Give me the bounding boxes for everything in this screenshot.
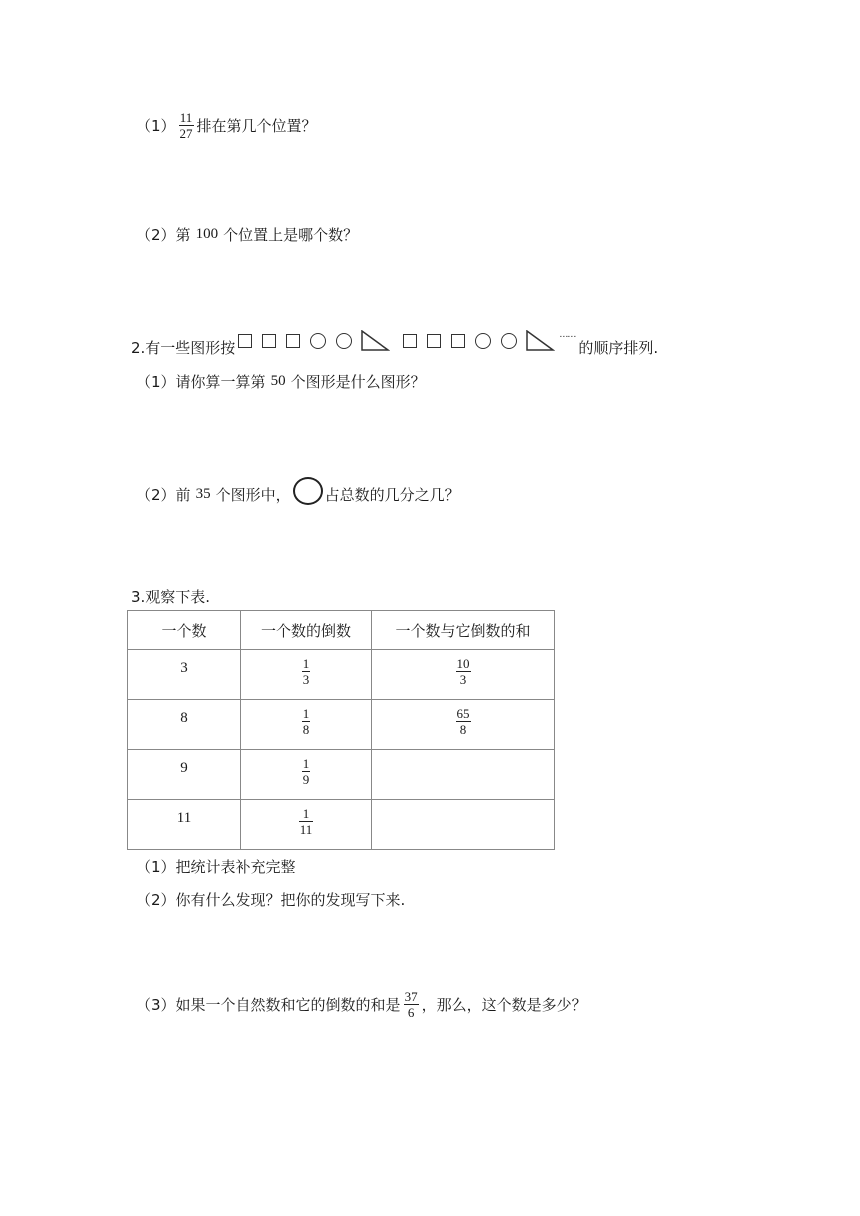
table-cell-reciprocal	[241, 750, 372, 800]
reciprocal-fraction	[302, 656, 311, 687]
fraction-numerator: 1	[302, 756, 310, 771]
circle-icon	[336, 333, 352, 349]
square-icon	[451, 334, 465, 348]
q2-stem-suffix: 的顺序排列.	[578, 338, 659, 357]
q3-part1	[136, 856, 296, 877]
q1-part2	[136, 224, 358, 245]
q2-part1-number: 50	[270, 373, 286, 389]
q3-part3-text2: ，那么，这个数是多少？	[421, 996, 587, 1014]
fraction-numerator: 11	[179, 110, 193, 125]
table-cell-number	[128, 750, 241, 800]
fraction-numerator: 37	[404, 989, 418, 1004]
square-icon	[238, 334, 252, 348]
table-cell-number	[128, 650, 241, 700]
ellipsis: ……	[559, 330, 576, 340]
q3-part2	[136, 889, 405, 910]
fraction-denominator: 6	[407, 1005, 415, 1020]
square-icon	[286, 334, 300, 348]
circle-icon	[310, 333, 326, 349]
square-icon	[427, 334, 441, 348]
shape-sequence	[236, 330, 577, 352]
table-cell-reciprocal	[241, 800, 372, 850]
fraction-37-6	[404, 989, 419, 1020]
number-value: 9	[180, 760, 188, 776]
table-header-cell: 一个数的倒数	[241, 611, 372, 650]
fraction-numerator: 1	[302, 806, 310, 821]
q2-part1-prefix: （1）	[136, 373, 176, 391]
table-row	[128, 650, 555, 700]
fraction-numerator: 1	[302, 706, 310, 721]
fraction-denominator: 8	[302, 722, 310, 737]
q3-part3-prefix: （3）	[136, 996, 176, 1014]
fraction-denominator: 27	[179, 126, 193, 141]
q1-part1-prefix: （1）	[136, 117, 176, 135]
fraction-numerator: 10	[456, 656, 470, 671]
fraction-numerator: 1	[302, 656, 310, 671]
table-cell-number	[128, 700, 241, 750]
number-value: 3	[180, 660, 188, 676]
q2-part1-text2: 个图形是什么图形？	[290, 373, 426, 391]
q2-part2-text1: 前	[175, 485, 191, 504]
table-cell-sum	[372, 700, 555, 750]
q3-part3-text1: 如果一个自然数和它的倒数的和是	[175, 996, 401, 1014]
q2-part2-number: 35	[195, 485, 211, 502]
table-header-cell: 一个数与它倒数的和	[372, 611, 555, 650]
number-value: 11	[176, 810, 192, 826]
q2-stem	[131, 330, 659, 357]
table-row	[128, 700, 555, 750]
sum-fraction	[456, 656, 471, 687]
table-header-row	[128, 611, 555, 650]
table-row	[128, 750, 555, 800]
fraction-denominator: 3	[459, 672, 467, 687]
q3-stem	[131, 586, 210, 607]
fraction-denominator: 9	[302, 772, 310, 787]
right-triangle-icon	[525, 330, 555, 352]
sum-fraction	[456, 706, 471, 737]
q3-part1-text: （1）把统计表补充完整	[136, 858, 296, 876]
fraction-11-27	[179, 110, 194, 141]
q1-part2-prefix: （2）	[136, 226, 176, 244]
table-cell-reciprocal	[241, 650, 372, 700]
table-cell-reciprocal	[241, 700, 372, 750]
q2-stem-prefix: 2.有一些图形按	[131, 338, 236, 357]
reciprocal-table	[127, 610, 555, 850]
circle-icon	[501, 333, 517, 349]
q1-part2-text2: 个位置上是哪个数？	[223, 226, 359, 244]
square-icon	[262, 334, 276, 348]
q1-part1-text: 排在第几个位置？	[196, 117, 317, 135]
square-icon	[403, 334, 417, 348]
circle-icon	[293, 477, 323, 505]
q2-part2-prefix: （2）	[136, 485, 176, 504]
circle-icon	[475, 333, 491, 349]
q2-part1	[136, 371, 426, 392]
q2-part2-text3: 占总数的几分之几？	[324, 485, 460, 504]
table-cell-sum	[372, 650, 555, 700]
q1-part2-number: 100	[195, 226, 219, 242]
reciprocal-fraction	[302, 756, 311, 787]
reciprocal-fraction	[302, 706, 311, 737]
number-value: 8	[180, 710, 188, 726]
fraction-numerator: 65	[456, 706, 470, 721]
right-triangle-icon	[360, 330, 390, 352]
q1-part1	[136, 110, 317, 141]
q3-part2-text: （2）你有什么发现？把你的发现写下来.	[136, 891, 406, 909]
table-row	[128, 800, 555, 850]
table-header-cell: 一个数	[128, 611, 241, 650]
table-cell-sum-blank[interactable]	[372, 750, 555, 800]
fraction-denominator: 3	[302, 672, 310, 687]
q1-part2-text1: 第	[175, 226, 191, 244]
table-cell-number	[128, 800, 241, 850]
q3-stem-text: 3.观察下表.	[131, 588, 211, 606]
q2-part2-text2: 个图形中，	[215, 485, 291, 504]
q3-part3	[136, 989, 587, 1020]
table-cell-sum-blank[interactable]	[372, 800, 555, 850]
q2-part2	[136, 480, 460, 508]
q2-part1-text1: 请你算一算第	[175, 373, 266, 391]
reciprocal-fraction	[299, 806, 314, 837]
fraction-denominator: 11	[299, 822, 313, 837]
fraction-denominator: 8	[459, 722, 467, 737]
